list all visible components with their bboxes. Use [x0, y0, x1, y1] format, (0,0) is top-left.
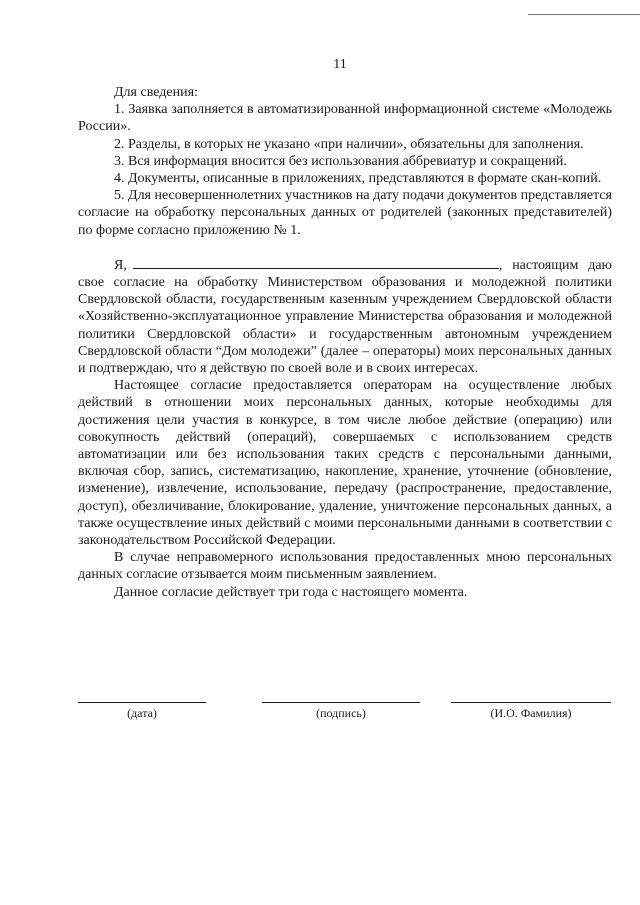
note-item-4: 4. Документы, описанные в приложениях, представляются в формате скан-копий. [114, 171, 602, 187]
note-item-3: 3. Вся информация вносится без использования аббревиатур и сокращений. [114, 153, 567, 169]
top-edge-rule [528, 14, 640, 15]
name-line[interactable] [451, 702, 611, 703]
note-item-2: 2. Разделы, в которых не указано «при наличии», обязательны для заполнения. [114, 136, 584, 152]
note-item-5: 5. Для несовершеннолетних участников на дату подачи документов представляется согласие на обработку персональных данных от родителей (законных представителей) по форме согласно приложению № 1. [78, 188, 612, 238]
page-number: 11 [333, 57, 347, 72]
name-label: (И.О. Фамилия) [490, 706, 572, 720]
consent-opening-prefix: Я, [114, 257, 127, 273]
consent-opening-text: , настоящим даю свое согласие на обработку Министерством образования и молодежной политики Свердловской области, государственным казенным учреждением Свердловской области «Хозяйственно-эксплуатационное управление Министерства образования и молодежной политики Свердловской области» и государственным автономным учреждением Свердловской области “Дом молодежи” (далее – операторы) моих персональных данных и подтверждаю, что я действую по своей воле и в своих интересах. [78, 257, 612, 377]
consent-paragraph-2: Настоящее согласие предоставляется операторам на осуществление любых действий в отношении моих персональных данных, которые необходимы для достижения цели участия в конкурсе, в том числе любое действие (операцию) или совокупность действий (операций), совершаемых с использованием средств автоматизации или без использования таких средств с персональными данными, включая сбор, запись, систематизацию, накопление, хранение, уточнение (обновление, изменение), извлечение, использование, передачу (распространение, предоставление, доступ), обезличивание, блокирование, удаление, уничтожение персональных данных, а также осуществление иных действий с моими персональными данными в соответствии с законодательством Российской Федерации. [78, 378, 612, 549]
consent-paragraph-4: Данное согласие действует три года с настоящего момента. [114, 584, 468, 600]
date-label: (дата) [127, 706, 157, 720]
date-line[interactable] [78, 702, 206, 703]
document-body [78, 84, 612, 601]
note-item-1: 1. Заявка заполняется в автоматизированной информационной системе «Молодежь России». [78, 102, 612, 135]
signature-line[interactable] [262, 702, 420, 703]
full-name-blank-field[interactable] [133, 256, 499, 269]
consent-paragraph-3: В случае неправомерного использования предоставленных мною персональных данных согласие отзывается моим письменным заявлением. [78, 550, 612, 583]
consent-opening-paragraph [78, 256, 612, 377]
notes-heading: Для сведения: [114, 85, 198, 100]
section-spacer [78, 239, 612, 256]
signature-label: (подпись) [316, 706, 366, 720]
